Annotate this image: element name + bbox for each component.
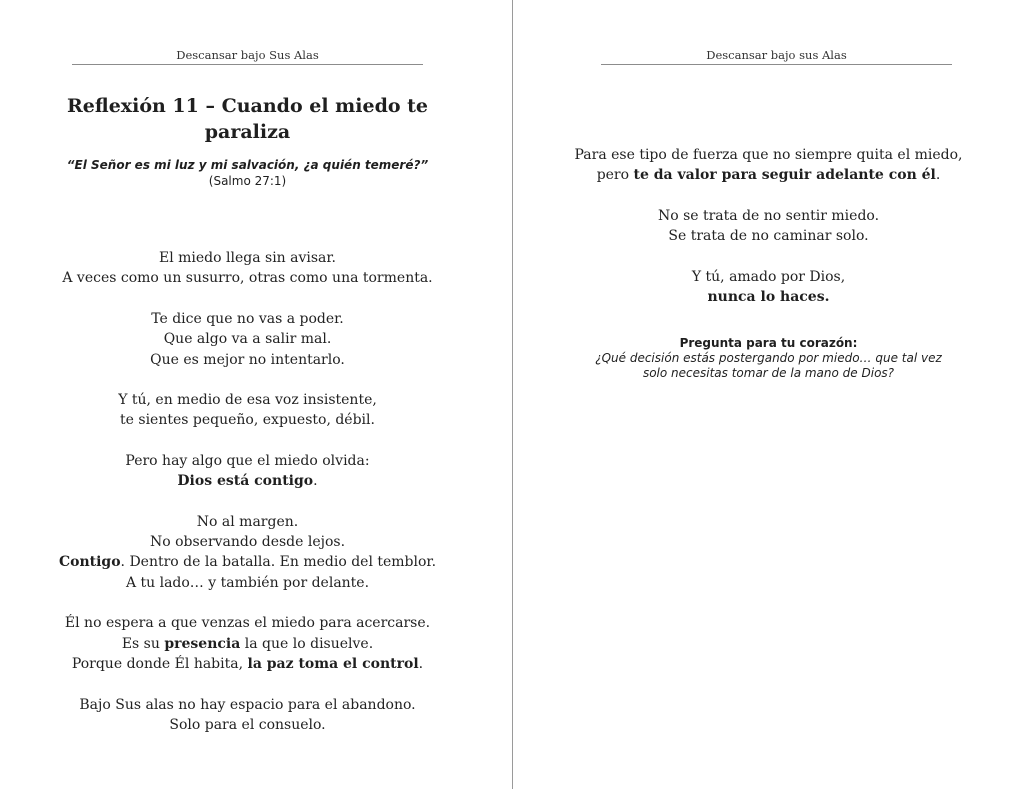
stanza — [40, 248, 455, 289]
emphasis-text: nunca lo haces. — [707, 289, 830, 306]
line-text: Que algo va a salir mal. — [163, 331, 332, 348]
line-text: Es su — [121, 635, 165, 652]
line-text: Él no espera a que venzas el miedo para acercarse. — [64, 615, 431, 632]
line-text: No se trata de no sentir miedo. — [657, 207, 880, 224]
stanza — [40, 613, 455, 674]
stanza — [40, 512, 455, 594]
verse-line — [40, 573, 455, 593]
epigraph-reference: (Salmo 27:1) — [208, 174, 287, 188]
verse-line — [40, 390, 455, 410]
line-text: Para ese tipo de fuerza que no siempre quita el miedo, — [574, 147, 963, 163]
running-head-right: Descansar bajo sus Alas — [601, 47, 952, 65]
verse-line — [40, 350, 455, 370]
verse-line — [553, 226, 984, 246]
question-line: solo necesitas tomar de la mano de Dios? — [642, 366, 895, 380]
emphasis-text: Dios está contigo — [177, 473, 314, 490]
verse-line — [40, 552, 455, 572]
stanza — [40, 309, 455, 370]
emphasis-text: Contigo — [58, 554, 121, 571]
verse-line — [553, 165, 984, 185]
stanza — [553, 267, 984, 308]
line-text: No observando desde lejos. — [149, 534, 346, 551]
line-text: Y tú, amado por Dios, — [691, 268, 846, 285]
verse-line — [40, 410, 455, 430]
line-text: A veces como un susurro, otras como una tormenta. — [62, 270, 433, 287]
line-text: . — [935, 167, 941, 184]
line-text: Pero hay algo que el miedo olvida: — [125, 452, 370, 469]
line-text: . — [418, 656, 424, 673]
emphasis-text: la paz toma el control — [247, 656, 419, 673]
epigraph — [40, 157, 455, 189]
line-text: . Dentro de la batalla. En medio del temblor. — [120, 554, 437, 571]
verse-line — [40, 471, 455, 491]
heart-question — [553, 336, 984, 381]
line-text: pero — [596, 167, 634, 184]
line-text: te sientes pequeño, expuesto, débil. — [120, 412, 375, 429]
line-text: A tu lado… y también por delante. — [125, 574, 370, 591]
line-text: Porque donde Él habita, — [71, 656, 248, 673]
line-text: El miedo llega sin avisar. — [158, 250, 337, 266]
line-text: Que es mejor no intentarlo. — [150, 351, 345, 368]
verse-line — [40, 532, 455, 552]
verse-line — [40, 248, 455, 268]
line-text: . — [313, 473, 318, 490]
verse-line — [553, 145, 984, 165]
line-text: Bajo Sus alas no hay espacio para el abandono. — [79, 696, 416, 713]
epigraph-quote: “El Señor es mi luz y mi salvación, ¿a quién temeré?” — [66, 158, 429, 172]
verse-line — [553, 206, 984, 226]
line-text: la que lo disuelve. — [240, 635, 374, 652]
stanza — [40, 390, 455, 431]
right-page — [513, 0, 1024, 789]
left-body-text — [40, 248, 455, 755]
verse-line — [40, 634, 455, 654]
line-text: Se trata de no caminar solo. — [668, 228, 869, 245]
verse-line — [40, 329, 455, 349]
stanza — [40, 451, 455, 492]
line-text: Solo para el consuelo. — [169, 716, 326, 733]
verse-line — [40, 309, 455, 329]
emphasis-text: presencia — [164, 635, 241, 652]
line-text: Te dice que no vas a poder. — [151, 310, 344, 327]
running-head-left: Descansar bajo Sus Alas — [72, 47, 423, 65]
stanza — [40, 695, 455, 736]
verse-line — [40, 613, 455, 633]
question-line: ¿Qué decisión estás postergando por miedo… que tal vez — [595, 351, 942, 365]
verse-line — [553, 267, 984, 287]
question-title: Pregunta para tu corazón: — [679, 336, 858, 350]
line-text: No al margen. — [196, 513, 299, 530]
verse-line — [553, 287, 984, 307]
verse-line — [40, 512, 455, 532]
stanza — [553, 145, 984, 186]
verse-line — [40, 695, 455, 715]
reflection-title: Reflexión 11 – Cuando el miedo te paraliza — [67, 95, 428, 143]
verse-line — [40, 451, 455, 471]
right-body-text — [553, 145, 984, 327]
stanza — [553, 206, 984, 247]
emphasis-text: te da valor para seguir adelante con él — [633, 167, 936, 184]
verse-line — [40, 268, 455, 288]
line-text: Y tú, en medio de esa voz insistente, — [118, 392, 377, 409]
verse-line — [40, 715, 455, 735]
verse-line — [40, 654, 455, 674]
